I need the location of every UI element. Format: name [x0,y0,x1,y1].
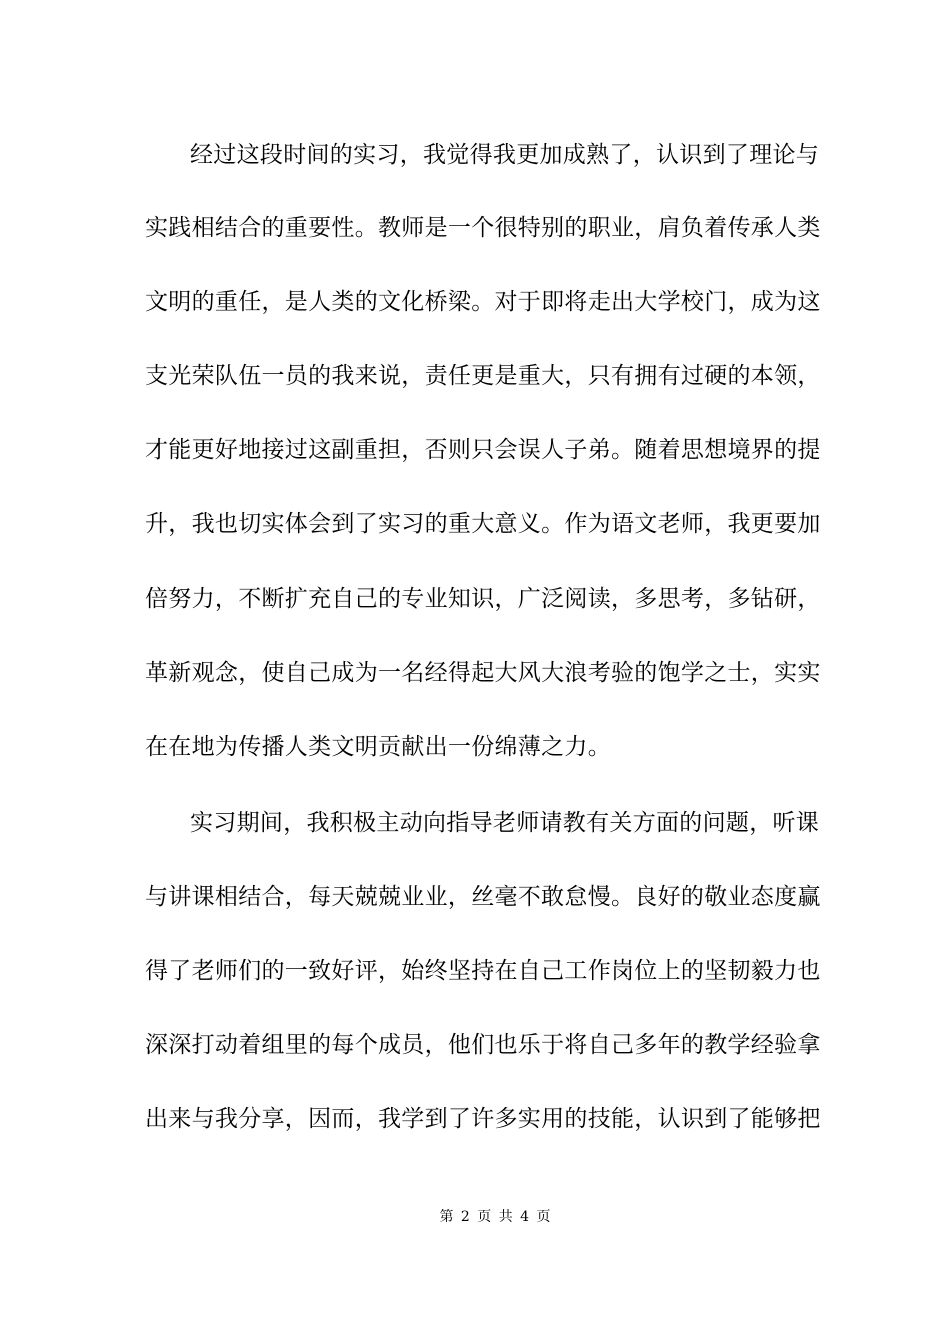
paragraph-2-line-3: 得了老师们的一致好评，始终坚持在自己工作岗位上的坚韧毅力也 [145,958,821,984]
paragraph-1-line-9: 在在地为传播人类文明贡献出一份绵薄之力。 [145,734,611,760]
paragraph-1-line-2: 实践相结合的重要性。教师是一个很特别的职业，肩负着传承人类 [145,215,821,241]
paragraph-2-line-4: 深深打动着组里的每个成员，他们也乐于将自己多年的教学经验拿 [145,1032,821,1058]
paragraph-2-line-5: 出来与我分享，因而，我学到了许多实用的技能，认识到了能够把 [145,1106,821,1132]
paragraph-1-line-4: 支光荣队伍一员的我来说，责任更是重大，只有拥有过硬的本领， [145,363,821,389]
paragraph-1-line-1: 经过这段时间的实习，我觉得我更加成熟了，认识到了理论与 [190,142,820,168]
paragraph-1-line-3: 文明的重任，是人类的文化桥梁。对于即将走出大学校门，成为这 [145,289,821,315]
paragraph-2-line-2: 与讲课相结合，每天兢兢业业，丝毫不敢怠慢。良好的敬业态度赢 [145,884,821,910]
page-number-footer: 第 2 页 共 4 页 [439,1209,551,1225]
paragraph-2-line-1: 实习期间，我积极主动向指导老师请教有关方面的问题，听课 [190,810,820,836]
paragraph-1-line-6: 升，我也切实体会到了实习的重大意义。作为语文老师，我更要加 [145,511,821,537]
paragraph-1-line-7: 倍努力，不断扩充自己的专业知识，广泛阅读，多思考，多钻研， [145,586,821,612]
paragraph-1-line-5: 才能更好地接过这副重担，否则只会误人子弟。随着思想境界的提 [145,437,821,463]
paragraph-1-line-8: 革新观念，使自己成为一名经得起大风大浪考验的饱学之士，实实 [145,660,821,686]
